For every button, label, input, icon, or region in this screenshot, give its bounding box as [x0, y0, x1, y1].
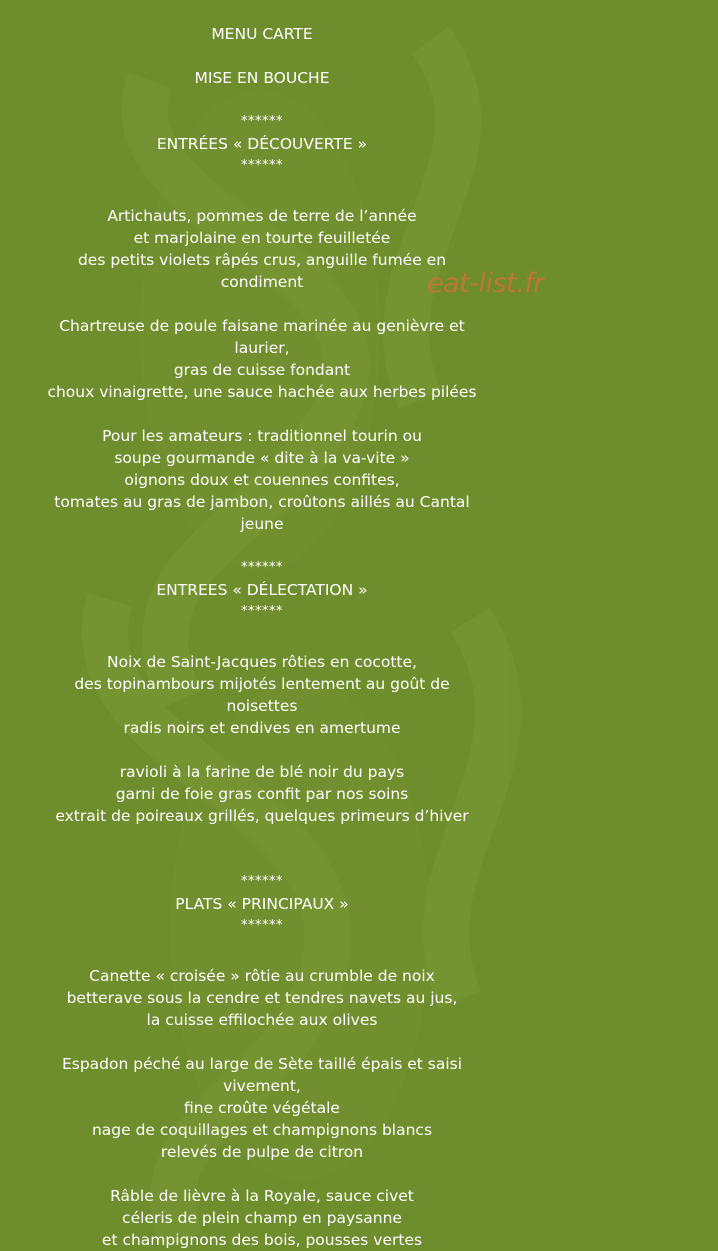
dish-line: nage de coquillages et champignons blancs — [91, 1121, 433, 1139]
dish-line: et marjolaine en tourte feuilletée — [133, 229, 391, 247]
menu-subtitle: MISE EN BOUCHE — [194, 69, 330, 87]
dish-line: radis noirs et endives en amertume — [123, 719, 401, 737]
dish-line: jeune — [240, 515, 284, 533]
dish-line: garni de foie gras confit par nos soins — [115, 785, 409, 803]
separator: ****** — [241, 918, 283, 933]
dish-line: céleris de plein champ en paysanne — [122, 1209, 402, 1227]
menu-title: MENU CARTE — [211, 25, 313, 43]
dish-line: soupe gourmande « dite à la va-vite » — [114, 449, 410, 467]
dish-line: betterave sous la cendre et tendres navets au jus, — [66, 989, 458, 1007]
dish-line: ravioli à la farine de blé noir du pays — [119, 763, 405, 781]
dish-line: laurier, — [234, 339, 290, 357]
dish-line: des petits violets râpés crus, anguille fumée en — [77, 251, 447, 269]
separator: ****** — [241, 158, 283, 173]
dish-line: fine croûte végétale — [184, 1099, 340, 1117]
dish-line: noisettes — [226, 697, 298, 715]
dish-line: relevés de pulpe de citron — [160, 1143, 364, 1161]
dish — [0, 1053, 524, 1163]
dish-line: et champignons des bois, pousses vertes — [101, 1231, 423, 1249]
dish-line: vivement, — [223, 1077, 301, 1095]
dish — [0, 761, 524, 827]
dish-line: Pour les amateurs : traditionnel tourin ou — [102, 427, 422, 445]
dish-line: Chartreuse de poule faisane marinée au genièvre et — [59, 317, 465, 335]
watermark: eat-list.fr — [427, 268, 544, 299]
dish-line: Artichauts, pommes de terre de l’année — [107, 207, 417, 225]
dish-line: condiment — [220, 273, 304, 291]
separator: ****** — [241, 560, 283, 575]
separator: ****** — [241, 604, 283, 619]
separator: ****** — [241, 114, 283, 129]
dish — [0, 315, 524, 403]
dish-line: oignons doux et couennes confites, — [124, 471, 400, 489]
dish-line: gras de cuisse fondant — [173, 361, 351, 379]
dish-line: Râble de lièvre à la Royale, sauce civet — [110, 1187, 414, 1205]
dish-line: choux vinaigrette, une sauce hachée aux herbes pilées — [47, 383, 477, 401]
dish — [0, 425, 524, 535]
dish — [0, 1185, 524, 1251]
dish — [0, 651, 524, 739]
dish-line: Espadon péché au large de Sète taillé épais et saisi — [61, 1055, 463, 1073]
dish-line: Canette « croisée » rôtie au crumble de noix — [89, 967, 435, 985]
dish-line: des topinambours mijotés lentement au goût de — [74, 675, 450, 693]
section-heading: ENTRÉES « DÉCOUVERTE » — [156, 135, 368, 153]
separator: ****** — [241, 874, 283, 889]
section-heading: PLATS « PRINCIPAUX » — [175, 895, 349, 913]
dish-line: tomates au gras de jambon, croûtons aillés au Cantal — [54, 493, 470, 511]
dish-line: Noix de Saint-Jacques rôties en cocotte, — [107, 653, 417, 671]
dish-line: extrait de poireaux grillés, quelques primeurs d’hiver — [55, 807, 469, 825]
section-heading: ENTREES « DÉLECTATION » — [156, 581, 368, 599]
dish — [0, 965, 524, 1031]
dish-line: la cuisse effilochée aux olives — [146, 1011, 378, 1029]
